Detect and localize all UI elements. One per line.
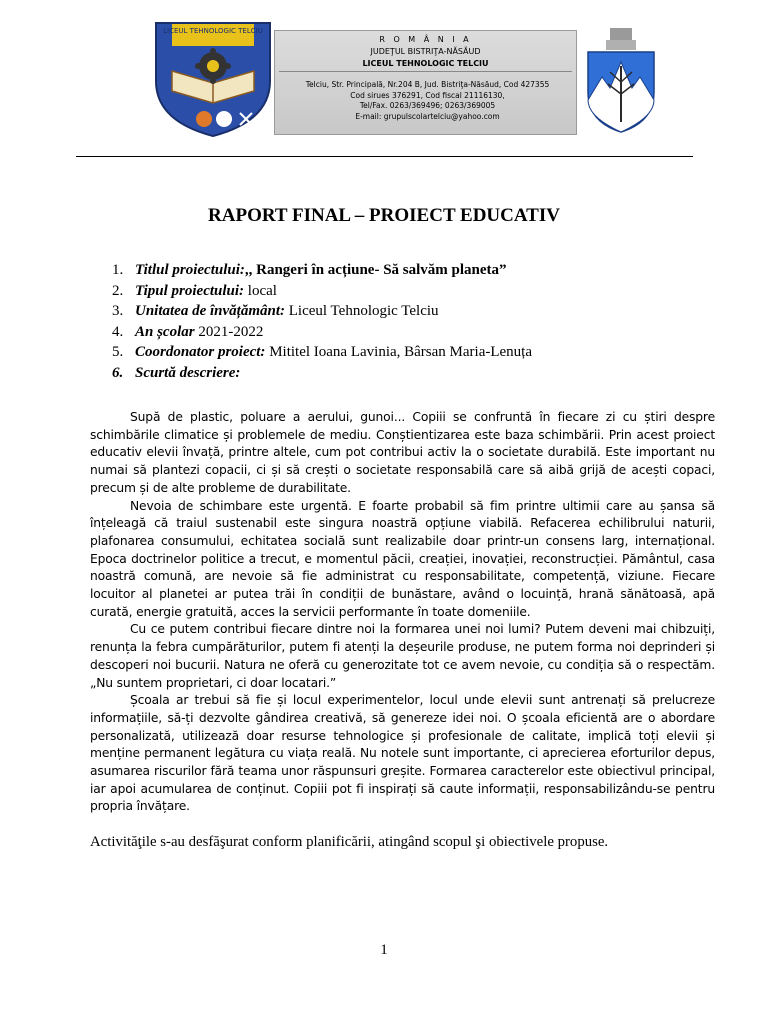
codes-line: Cod sirues 376291, Cod fiscal 21116130, <box>350 90 505 100</box>
field-label: Tipul proiectului: <box>135 282 245 299</box>
field-value: 2021-2022 <box>194 323 264 340</box>
field-label: Scurtă descriere: <box>135 364 241 381</box>
page-number: 1 <box>380 942 388 958</box>
address-line: Telciu, Str. Principală, Nr.204 B, Jud. Bistriţa-Năsăud, Cod 427355 <box>305 80 550 89</box>
paragraph: Nevoia de schimbare este urgentă. E foarte probabil să fim printre ultimii care au șansa să înțeleagă că traiul sustenabil este singura noastră opțiune viabilă. Refacerea echilibrului naturii, plafonarea consumului, echitatea socială sunt realizabile doar printr-un consens larg, internațional. Epoca doctrinelor politice a trecut, e momentul păcii, creației, inovației, reconstrucției. Pământul, casa noastră comună, are nevoie să fie administrat cu responsabilitate, competență, viziune. Fiecare locuitor al planetei ar putea trăi în condiții de bunăstare, având o locuință, hrană sănătoasă, apă curată, energie gratuită, acces la servicii performante în toate domeniile. <box>90 498 715 619</box>
country-line: R O M Â N I A <box>379 35 472 44</box>
school-info-box <box>274 30 577 135</box>
phone-line: Tel/Fax. 0263/369496; 0263/369005 <box>359 101 496 110</box>
field-label: Coordonator proiect: <box>135 344 266 361</box>
logo-text: LICEUL TEHNOLOGIC TELCIU <box>163 27 263 35</box>
project-fields <box>112 260 712 384</box>
paragraph: Cu ce putem contribui fiecare dintre noi la formarea unei noi lumi? Putem deveni mai chibzuiți, renunța la febra cumpărăturilor, putem fi atenți la deșeurile produse, ne putem forma noi deprinderi și descoperi noi bucurii. Natura ne oferă cu generozitate tot ce avem nevoie, cu condiția să o respectăm. „Nu suntem proprietari, ci doar locatari.” <box>90 622 715 690</box>
header-rule <box>76 156 693 157</box>
field-number: 5. <box>112 344 124 361</box>
field-coordinator <box>112 342 712 363</box>
school-line: LICEUL TEHNOLOGIC TELCIU <box>362 59 489 68</box>
field-number: 2. <box>112 282 124 299</box>
field-value: Mititel Ioana Lavinia, Bârsan Maria-Lenuța <box>265 344 533 361</box>
field-label: An școlar <box>135 323 195 340</box>
letterhead <box>152 20 664 140</box>
page-title: RAPORT FINAL – PROIECT EDUCATIV <box>208 205 560 226</box>
field-value: Liceul Tehnologic Telciu <box>285 303 439 320</box>
email-line: E-mail: grupulscolartelciu@yahoo.com <box>355 111 500 121</box>
field-value: ,, Rangeri în acțiune- Să salvăm planeta” <box>244 262 507 278</box>
field-label: Unitatea de învățământ: <box>135 303 285 320</box>
field-school <box>112 301 712 322</box>
county-line: JUDEŢUL BISTRIŢA-NĂSĂUD <box>370 47 481 56</box>
field-description <box>112 363 712 384</box>
description-body <box>90 409 715 816</box>
closing-statement: Activităţile s-au desfăşurat conform planificării, atingând scopul şi obiectivele propuse. <box>90 834 609 850</box>
field-number: 3. <box>112 303 124 320</box>
field-label: Titlul proiectului: <box>135 262 245 278</box>
field-number: 4. <box>112 323 124 340</box>
field-type <box>112 281 712 302</box>
town-crest-icon <box>580 22 662 136</box>
field-number: 6. <box>112 364 124 381</box>
paragraph: Școala ar trebui să fie și locul experimentelor, locul unde elevii sunt antrenați să prelucreze informațiile, să-ți dezvolte gândirea creativă, să genereze idei noi. O școala eficientă are o abordare personalizată, utilizează doar resurse tehnologice și profesionale de calitate, implică toți elevii și menține permanent legătura cu viața reală. Nu notele sunt importante, ci aprecierea eforturilor depus, asumarea riscurilor fără teama unor răspunsuri greșite. Formarea caracterelor este obiectivul principal, iar apoi acumularea de conținut. Copiii pot fi inspirați să caute informații, responsabilizându-se pentru propria învățare. <box>90 693 715 814</box>
field-value: local <box>244 282 277 299</box>
field-number: 1. <box>112 262 124 278</box>
school-logo-icon <box>152 21 274 138</box>
paragraph: Supă de plastic, poluare a aerului, gunoi... Copiii se confruntă în fiecare zi cu știri despre schimbările climatice și problemele de mediu. Conștientizarea este baza schimbării. Prin acest proiect educativ elevii învață, printre altele, cum pot contribui activ la o societate durabilă. Este important nu numai să plantezi copacii, ci și să crești o societate responsabilă care să aibă grijă de acești copaci, precum și de alte probleme de durabilitate. <box>90 410 715 495</box>
field-title <box>112 260 712 281</box>
field-year <box>112 322 712 343</box>
